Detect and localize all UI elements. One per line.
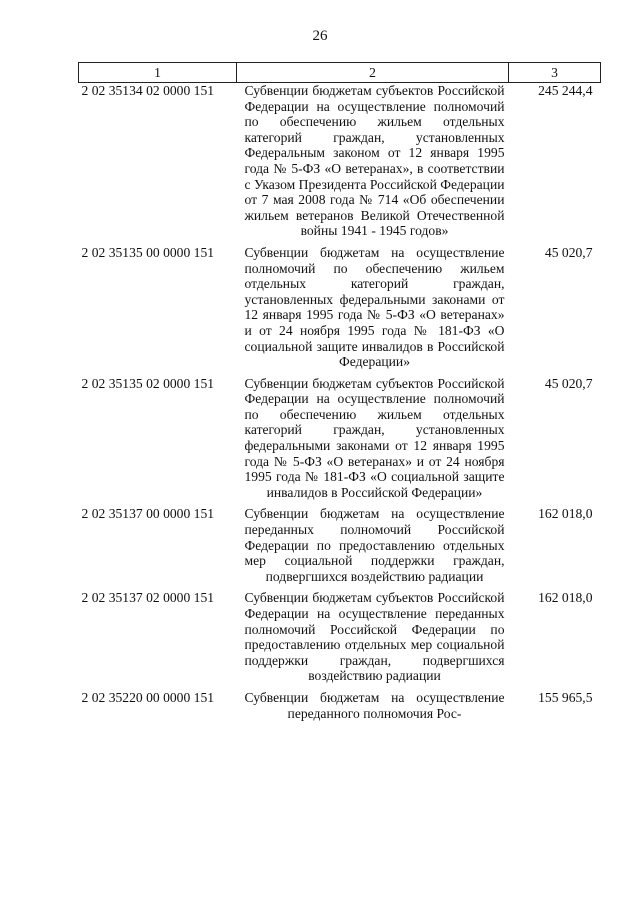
table-row bbox=[79, 83, 601, 245]
table-row bbox=[79, 245, 601, 376]
budget-code: 2 02 35137 00 0000 151 bbox=[81, 506, 215, 522]
column-header-2: 2 bbox=[237, 63, 509, 83]
table-body bbox=[79, 83, 601, 728]
description: Субвенции бюджетам субъектов Российской Федерации на осуществление полномочий по обеспечению жильем отдельных категорий граждан, установленных федеральными законами от 12 января 1995 года № 5-ФЗ «О ветеранах» и от 24 ноября 1995 года № 181-ФЗ «О социальной защите инвалидов в Российской Федерации» bbox=[244, 375, 505, 500]
description: Субвенции бюджетам субъектов Российской Федерации на осуществление переданных полномочий Российской Федерации по предоставлению отдельных мер социальной поддержки граждан, подвергшихся воздействию радиации bbox=[244, 590, 505, 684]
amount: 45 020,7 bbox=[544, 244, 593, 260]
amount: 245 244,4 bbox=[538, 83, 593, 98]
budget-code: 2 02 35220 00 0000 151 bbox=[81, 689, 215, 705]
description: Субвенции бюджетам субъектов Российской Федерации на осуществление полномочий по обеспечению жильем отдельных категорий граждан, установленных Федеральным законом от 12 января 1995 года № 5-ФЗ «О ветеранах», в соответствии с Указом Президента Российской Федерации от 7 мая 2008 года № 714 «Об обеспечении жильем ветеранов Великой Отечественной войны 1941 - 1945 годов» bbox=[244, 83, 505, 239]
amount: 45 020,7 bbox=[544, 375, 593, 391]
table-row bbox=[79, 506, 601, 590]
description: Субвенции бюджетам на осуществление переданных полномочий Российской Федерации по предоставлению отдельных мер социальной поддержки граждан, подвергшихся воздействию радиации bbox=[244, 506, 505, 584]
table-row bbox=[79, 690, 601, 727]
amount: 162 018,0 bbox=[538, 590, 593, 606]
budget-code: 2 02 35135 02 0000 151 bbox=[81, 375, 215, 391]
column-header-1: 1 bbox=[79, 63, 237, 83]
description: Субвенции бюджетам на осуществление полномочий по обеспечению жильем отдельных категорий граждан, установленных федеральными законами от 12 января 1995 года № 5-ФЗ «О ветеранах» и от 24 ноября 1995 года № 181-ФЗ «О социальной защите инвалидов в Российской Федерации» bbox=[244, 244, 505, 370]
budget-code: 2 02 35135 00 0000 151 bbox=[81, 244, 215, 260]
column-header-3: 3 bbox=[509, 63, 601, 83]
table-row bbox=[79, 590, 601, 690]
budget-code: 2 02 35137 02 0000 151 bbox=[81, 590, 215, 606]
table-row bbox=[79, 376, 601, 507]
amount: 155 965,5 bbox=[538, 689, 593, 705]
budget-code: 2 02 35134 02 0000 151 bbox=[81, 83, 215, 98]
budget-table bbox=[78, 62, 601, 727]
page-number: 26 bbox=[312, 28, 328, 44]
table-header bbox=[79, 63, 601, 83]
amount: 162 018,0 bbox=[538, 506, 593, 522]
description: Субвенции бюджетам на осуществление переданного полномочия Рос- bbox=[244, 689, 505, 721]
